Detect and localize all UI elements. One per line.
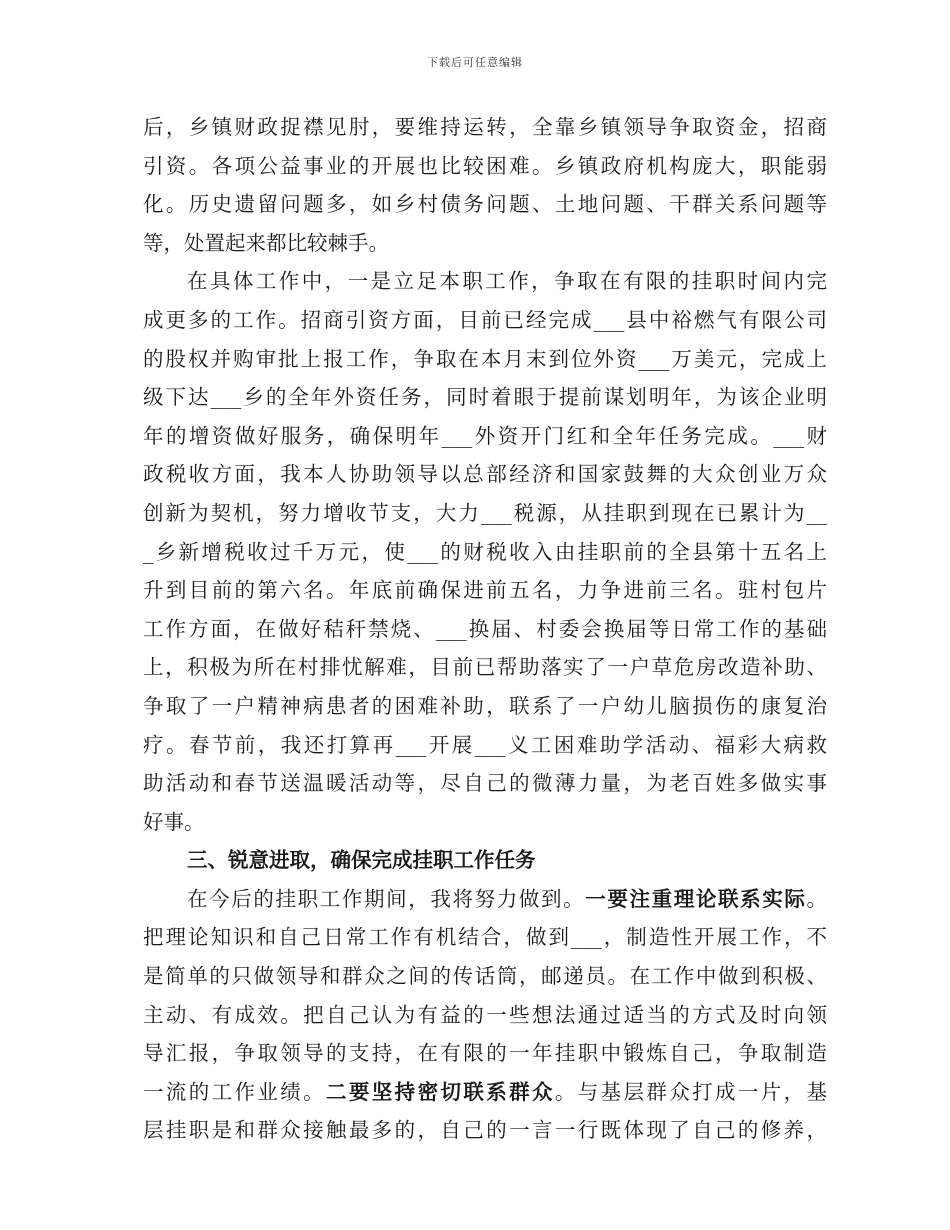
text-line: 疗。春节前，我还打算再___开展___义工困难助学活动、福彩大病救 xyxy=(143,732,827,757)
text-line: 争取了一户精神病患者的困难补助，联系了一户幼儿脑损伤的康复治 xyxy=(143,693,827,718)
text-line: 把理论知识和自己日常工作有机结合，做到___，制造性开展工作，不 xyxy=(143,925,827,950)
text-segment: 。与基层群众打成一片，基 xyxy=(554,1079,828,1104)
text-segment: 一流的工作业绩。 xyxy=(143,1079,327,1104)
text-line: 层挂职是和群众接触最多的，自己的一言一行既体现了自己的修养， xyxy=(143,1118,827,1143)
text-segment: 。 xyxy=(806,886,827,911)
text-segment: 在今后的挂职工作期间，我将努力做到。 xyxy=(187,886,586,911)
bold-phrase: 二要坚持密切联系群众 xyxy=(326,1079,555,1104)
text-line: 上，积极为所在村排忧解难，目前已帮助落实了一户草危房改造补助、 xyxy=(143,655,827,680)
section-heading: 三、锐意进取，确保完成挂职工作任务 xyxy=(187,848,536,873)
text-line: 主动、有成效。把自己认为有益的一些想法通过适当的方式及时向领 xyxy=(143,1002,827,1027)
text-line: 好事。 xyxy=(143,809,205,834)
text-line: 等，处置起来都比较棘手。 xyxy=(143,230,389,255)
text-line xyxy=(143,1073,827,1112)
document-body xyxy=(143,108,827,1150)
text-line: 成更多的工作。招商引资方面，目前已经完成___县中裕燃气有限公司 xyxy=(143,307,827,332)
text-line: 是简单的只做领导和群众之间的传话筒，邮递员。在工作中做到积极、 xyxy=(143,964,827,989)
bold-phrase: 一要注重理论联系实际 xyxy=(585,886,807,911)
text-line: 级下达___乡的全年外资任务，同时着眼于提前谋划明年，为该企业明 xyxy=(143,385,827,410)
text-line: 年的增资做好服务，确保明年___外资开门红和全年任务完成。___财 xyxy=(143,423,827,448)
text-line: 升到目前的第六名。年底前确保进前五名，力争进前三名。驻村包片 xyxy=(143,578,827,603)
text-line: 政税收方面，我本人协助领导以总部经济和国家鼓舞的大众创业万众 xyxy=(143,462,827,487)
text-line: 工作方面，在做好秸秆禁烧、___换届、村委会换届等日常工作的基础 xyxy=(143,616,827,641)
text-line: 引资。各项公益事业的开展也比较困难。乡镇政府机构庞大，职能弱 xyxy=(143,153,827,178)
text-line: 助活动和春节送温暖活动等，尽自己的微薄力量，为老百姓多做实事 xyxy=(143,771,827,796)
text-line: 后，乡镇财政捉襟见肘，要维持运转，全靠乡镇领导争取资金，招商 xyxy=(143,115,827,139)
text-line: 导汇报，争取领导的支持，在有限的一年挂职中锻炼自己，争取制造 xyxy=(143,1041,827,1066)
text-line xyxy=(143,880,827,919)
text-line: 的股权并购审批上报工作，争取在本月末到位外资___万美元，完成上 xyxy=(143,346,827,371)
text-line: 化。历史遗留问题多，如乡村债务问题、土地问题、干群关系问题等 xyxy=(143,192,827,217)
page-header: 下载后可任意编辑 xyxy=(427,56,523,69)
text-line: 创新为契机，努力增收节支，大力___税源，从挂职到现在已累计为__ xyxy=(143,500,827,525)
text-line: _乡新增税收过千万元，使___的财税收入由挂职前的全县第十五名上 xyxy=(143,539,827,564)
text-line: 在具体工作中，一是立足本职工作，争取在有限的挂职时间内完 xyxy=(187,269,827,294)
